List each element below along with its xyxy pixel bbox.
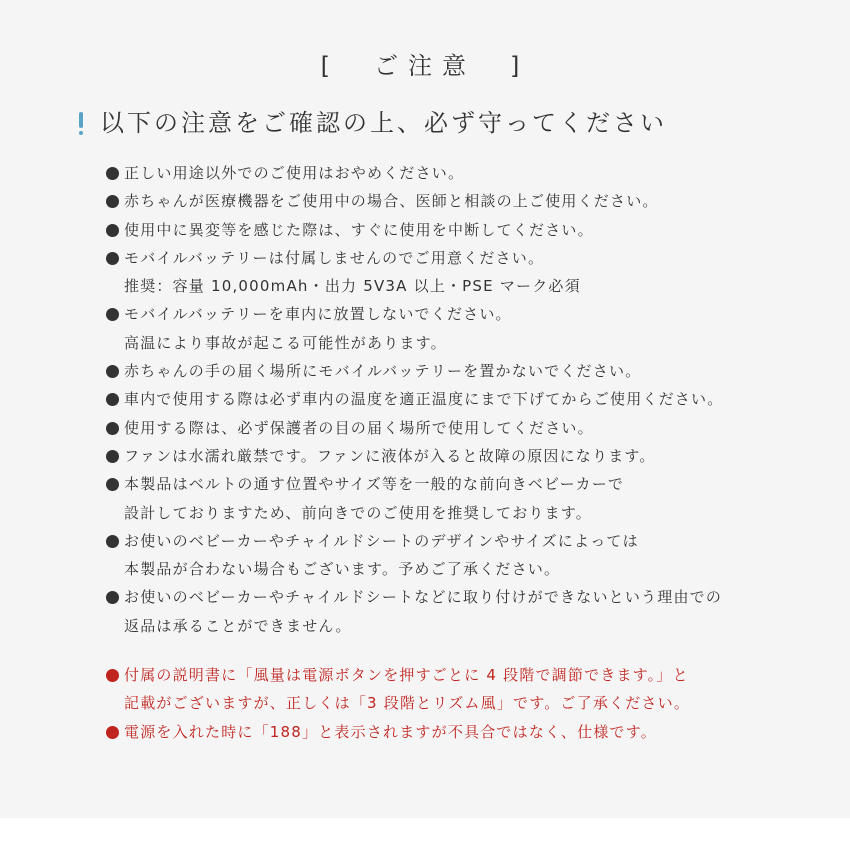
- bullet-icon: [106, 252, 119, 265]
- notice-line: 記載がございますが、正しくは「3 段階とリズム風」です。ご了承ください。: [124, 694, 691, 713]
- notice-line: 高温により事故が起こる可能性があります。: [124, 333, 447, 352]
- notice-item: [106, 300, 836, 357]
- bullet-icon: [106, 393, 119, 406]
- notice-item: [106, 414, 836, 442]
- bullet-icon: [106, 195, 119, 208]
- notice-item: [106, 357, 836, 385]
- bullet-icon: [106, 450, 119, 463]
- notice-line: モバイルバッテリーを車内に放置しないでください。: [124, 305, 512, 324]
- notice-line: 設計しておりますため、前向きでのご使用を推奨しております。: [124, 503, 593, 522]
- bullet-icon: [106, 167, 119, 180]
- bullet-icon: [106, 308, 119, 321]
- notice-line: 正しい用途以外でのご使用はおやめください。: [124, 164, 465, 182]
- notes-list: [106, 159, 836, 640]
- notice-item: [106, 216, 836, 244]
- notice-line: 電源を入れた時に「188」と表示されますが不具合ではなく、仕様です。: [124, 722, 657, 741]
- notice-item: [106, 385, 836, 413]
- notice-item: [106, 442, 836, 470]
- notice-line: 使用する際は、必ず保護者の目の届く場所で使用してください。: [124, 418, 594, 437]
- red-notice-item: [106, 661, 836, 718]
- notice-item: [106, 159, 836, 187]
- bullet-icon: [106, 591, 119, 604]
- bullet-icon: [106, 365, 119, 378]
- notice-line: 本製品はベルトの通す位置やサイズ等を一般的な前向きベビーカーで: [124, 475, 625, 494]
- bullet-icon: [106, 224, 119, 237]
- notice-item: [106, 583, 836, 640]
- subheading-row: [78, 107, 667, 139]
- subheading: 以下の注意をご確認の上、必ず守ってください: [100, 109, 667, 137]
- page-title: [ ご注意 ]: [320, 52, 530, 80]
- bullet-icon: [106, 422, 119, 435]
- notice-line: 返品は承ることができません。: [124, 616, 352, 635]
- notice-item: [106, 470, 836, 527]
- notice-item: [106, 187, 836, 215]
- notice-line: 赤ちゃんが医療機器をご使用中の場合、医師と相談の上ご使用ください。: [124, 192, 659, 211]
- notice-line: 付属の説明書に「風量は電源ボタンを押すごとに 4 段階で調節できます。」と: [124, 666, 689, 684]
- bullet-icon: [106, 669, 119, 682]
- notice-line: 使用中に異変等を感じた際は、すぐに使用を中断してください。: [124, 220, 594, 239]
- notice-line: 本製品が合わない場合もございます。予めご了承ください。: [124, 560, 561, 579]
- notice-line: お使いのベビーカーやチャイルドシートなどに取り付けができないという理由での: [124, 588, 723, 607]
- notice-line: ファンは水濡れ厳禁です。ファンに液体が入ると故障の原因になります。: [124, 446, 656, 465]
- notice-line: お使いのベビーカーやチャイルドシートのデザインやサイズによっては: [124, 531, 639, 550]
- bullet-icon: [106, 478, 119, 491]
- bullet-icon: [106, 535, 119, 548]
- notice-line: 車内で使用する際は必ず車内の温度を適正温度にまで下げてからご使用ください。: [124, 390, 724, 409]
- notice-item: [106, 527, 836, 584]
- red-notes-list: [106, 661, 836, 746]
- notice-line: モバイルバッテリーは付属しませんのでご用意ください。: [124, 248, 545, 267]
- notice-item: [106, 244, 836, 301]
- notice-line: 推奨：容量 10,000mAh・出力 5V3A 以上・PSE マーク必須: [124, 277, 581, 296]
- notice-line: 赤ちゃんの手の届く場所にモバイルバッテリーを置かないでください。: [124, 362, 642, 381]
- bullet-icon: [106, 726, 119, 739]
- exclamation-icon: [78, 110, 84, 137]
- red-notice-item: [106, 718, 836, 746]
